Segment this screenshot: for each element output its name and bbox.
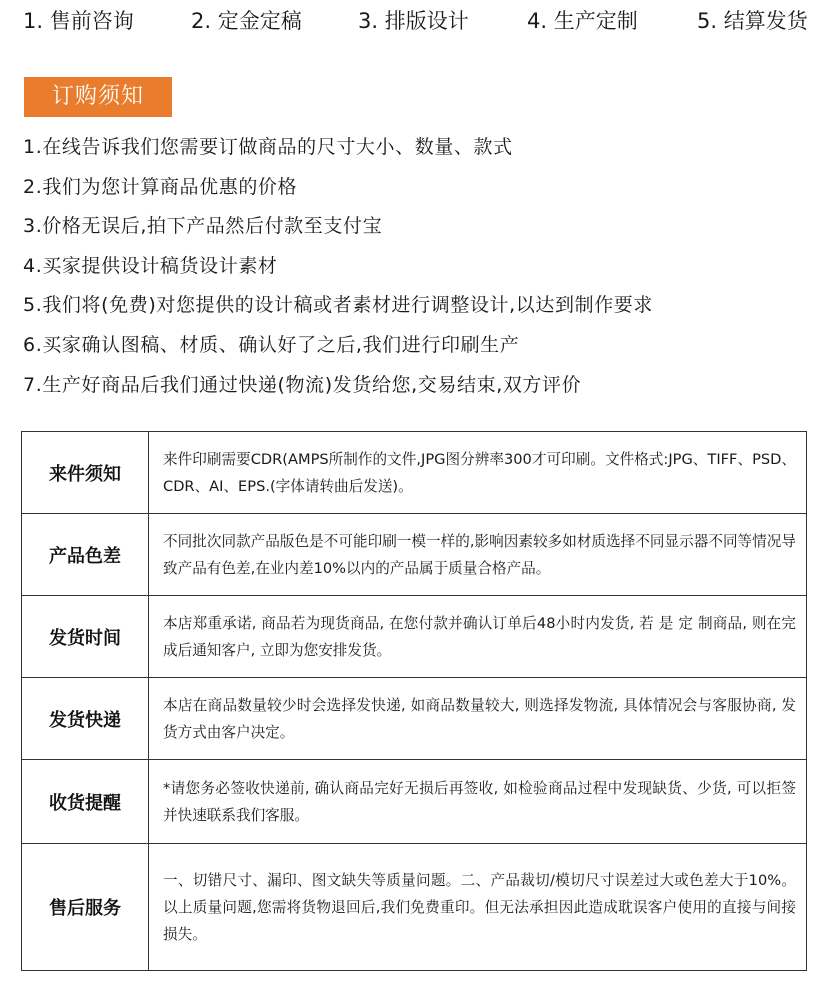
row-text-receipt-reminder: *请您务必签收快递前, 确认商品完好无损后再签收, 如检验商品过程中发现缺货、少货, 可以拒签并快速联系我们客服。 <box>149 760 807 844</box>
row-label-receipt-reminder: 收货提醒 <box>22 760 149 844</box>
notice-item: 3.价格无误后,拍下产品然后付款至支付宝 <box>23 215 383 238</box>
step-2: 2. 定金定稿 <box>191 9 302 33</box>
step-1: 1. 售前咨询 <box>23 9 134 33</box>
table-row <box>22 760 807 844</box>
step-5: 5. 结算发货 <box>697 9 808 33</box>
row-text-shipping-time: 本店郑重承诺, 商品若为现货商品, 在您付款并确认订单后48小时内发货, 若 是 定 制商品, 则在完成后通知客户, 立即为您安排发货。 <box>149 596 807 678</box>
table-row <box>22 514 807 596</box>
row-label-color-difference: 产品色差 <box>22 514 149 596</box>
row-text-after-sales: 一、切错尺寸、漏印、图文缺失等质量问题。二、产品裁切/模切尺寸误差过大或色差大于10%。以上质量问题,您需将货物退回后,我们免费重印。但无法承担因此造成耽误客户使用的直接与间接损失。 <box>149 844 807 971</box>
info-table <box>21 431 807 971</box>
step-3: 3. 排版设计 <box>358 9 469 33</box>
row-label-courier: 发货快递 <box>22 678 149 760</box>
notice-item: 4.买家提供设计稿货设计素材 <box>23 254 278 277</box>
table-row <box>22 678 807 760</box>
notice-item: 6.买家确认图稿、材质、确认好了之后,我们进行印刷生产 <box>23 333 520 356</box>
row-label-after-sales: 售后服务 <box>22 844 149 971</box>
row-text-incoming-files: 来件印刷需要CDR(AMPS所制作的文件,JPG图分辨率300才可印刷。文件格式:JPG、TIFF、PSD、CDR、AI、EPS.(字体请转曲后发送)。 <box>149 432 807 514</box>
row-text-courier: 本店在商品数量较少时会选择发快递, 如商品数量较大, 则选择发物流, 具体情况会与客服协商, 发货方式由客户决定。 <box>149 678 807 760</box>
row-label-incoming-files: 来件须知 <box>22 432 149 514</box>
row-label-shipping-time: 发货时间 <box>22 596 149 678</box>
notice-title-badge: 订购须知 <box>24 77 172 117</box>
table-row <box>22 432 807 514</box>
process-steps <box>0 0 827 44</box>
table-row <box>22 844 807 971</box>
notice-list <box>23 135 653 412</box>
row-text-color-difference: 不同批次同款产品版色是不可能印刷一模一样的,影响因素较多如材质选择不同显示器不同等情况导致产品有色差,在业内差10%以内的产品属于质量合格产品。 <box>149 514 807 596</box>
notice-item: 1.在线告诉我们您需要订做商品的尺寸大小、数量、款式 <box>23 136 513 158</box>
table-row <box>22 596 807 678</box>
notice-item: 7.生产好商品后我们通过快递(物流)发货给您,交易结束,双方评价 <box>23 373 582 396</box>
notice-item: 2.我们为您计算商品优惠的价格 <box>23 175 298 198</box>
step-4: 4. 生产定制 <box>527 9 638 33</box>
notice-item: 5.我们将(免费)对您提供的设计稿或者素材进行调整设计,以达到制作要求 <box>23 294 653 317</box>
